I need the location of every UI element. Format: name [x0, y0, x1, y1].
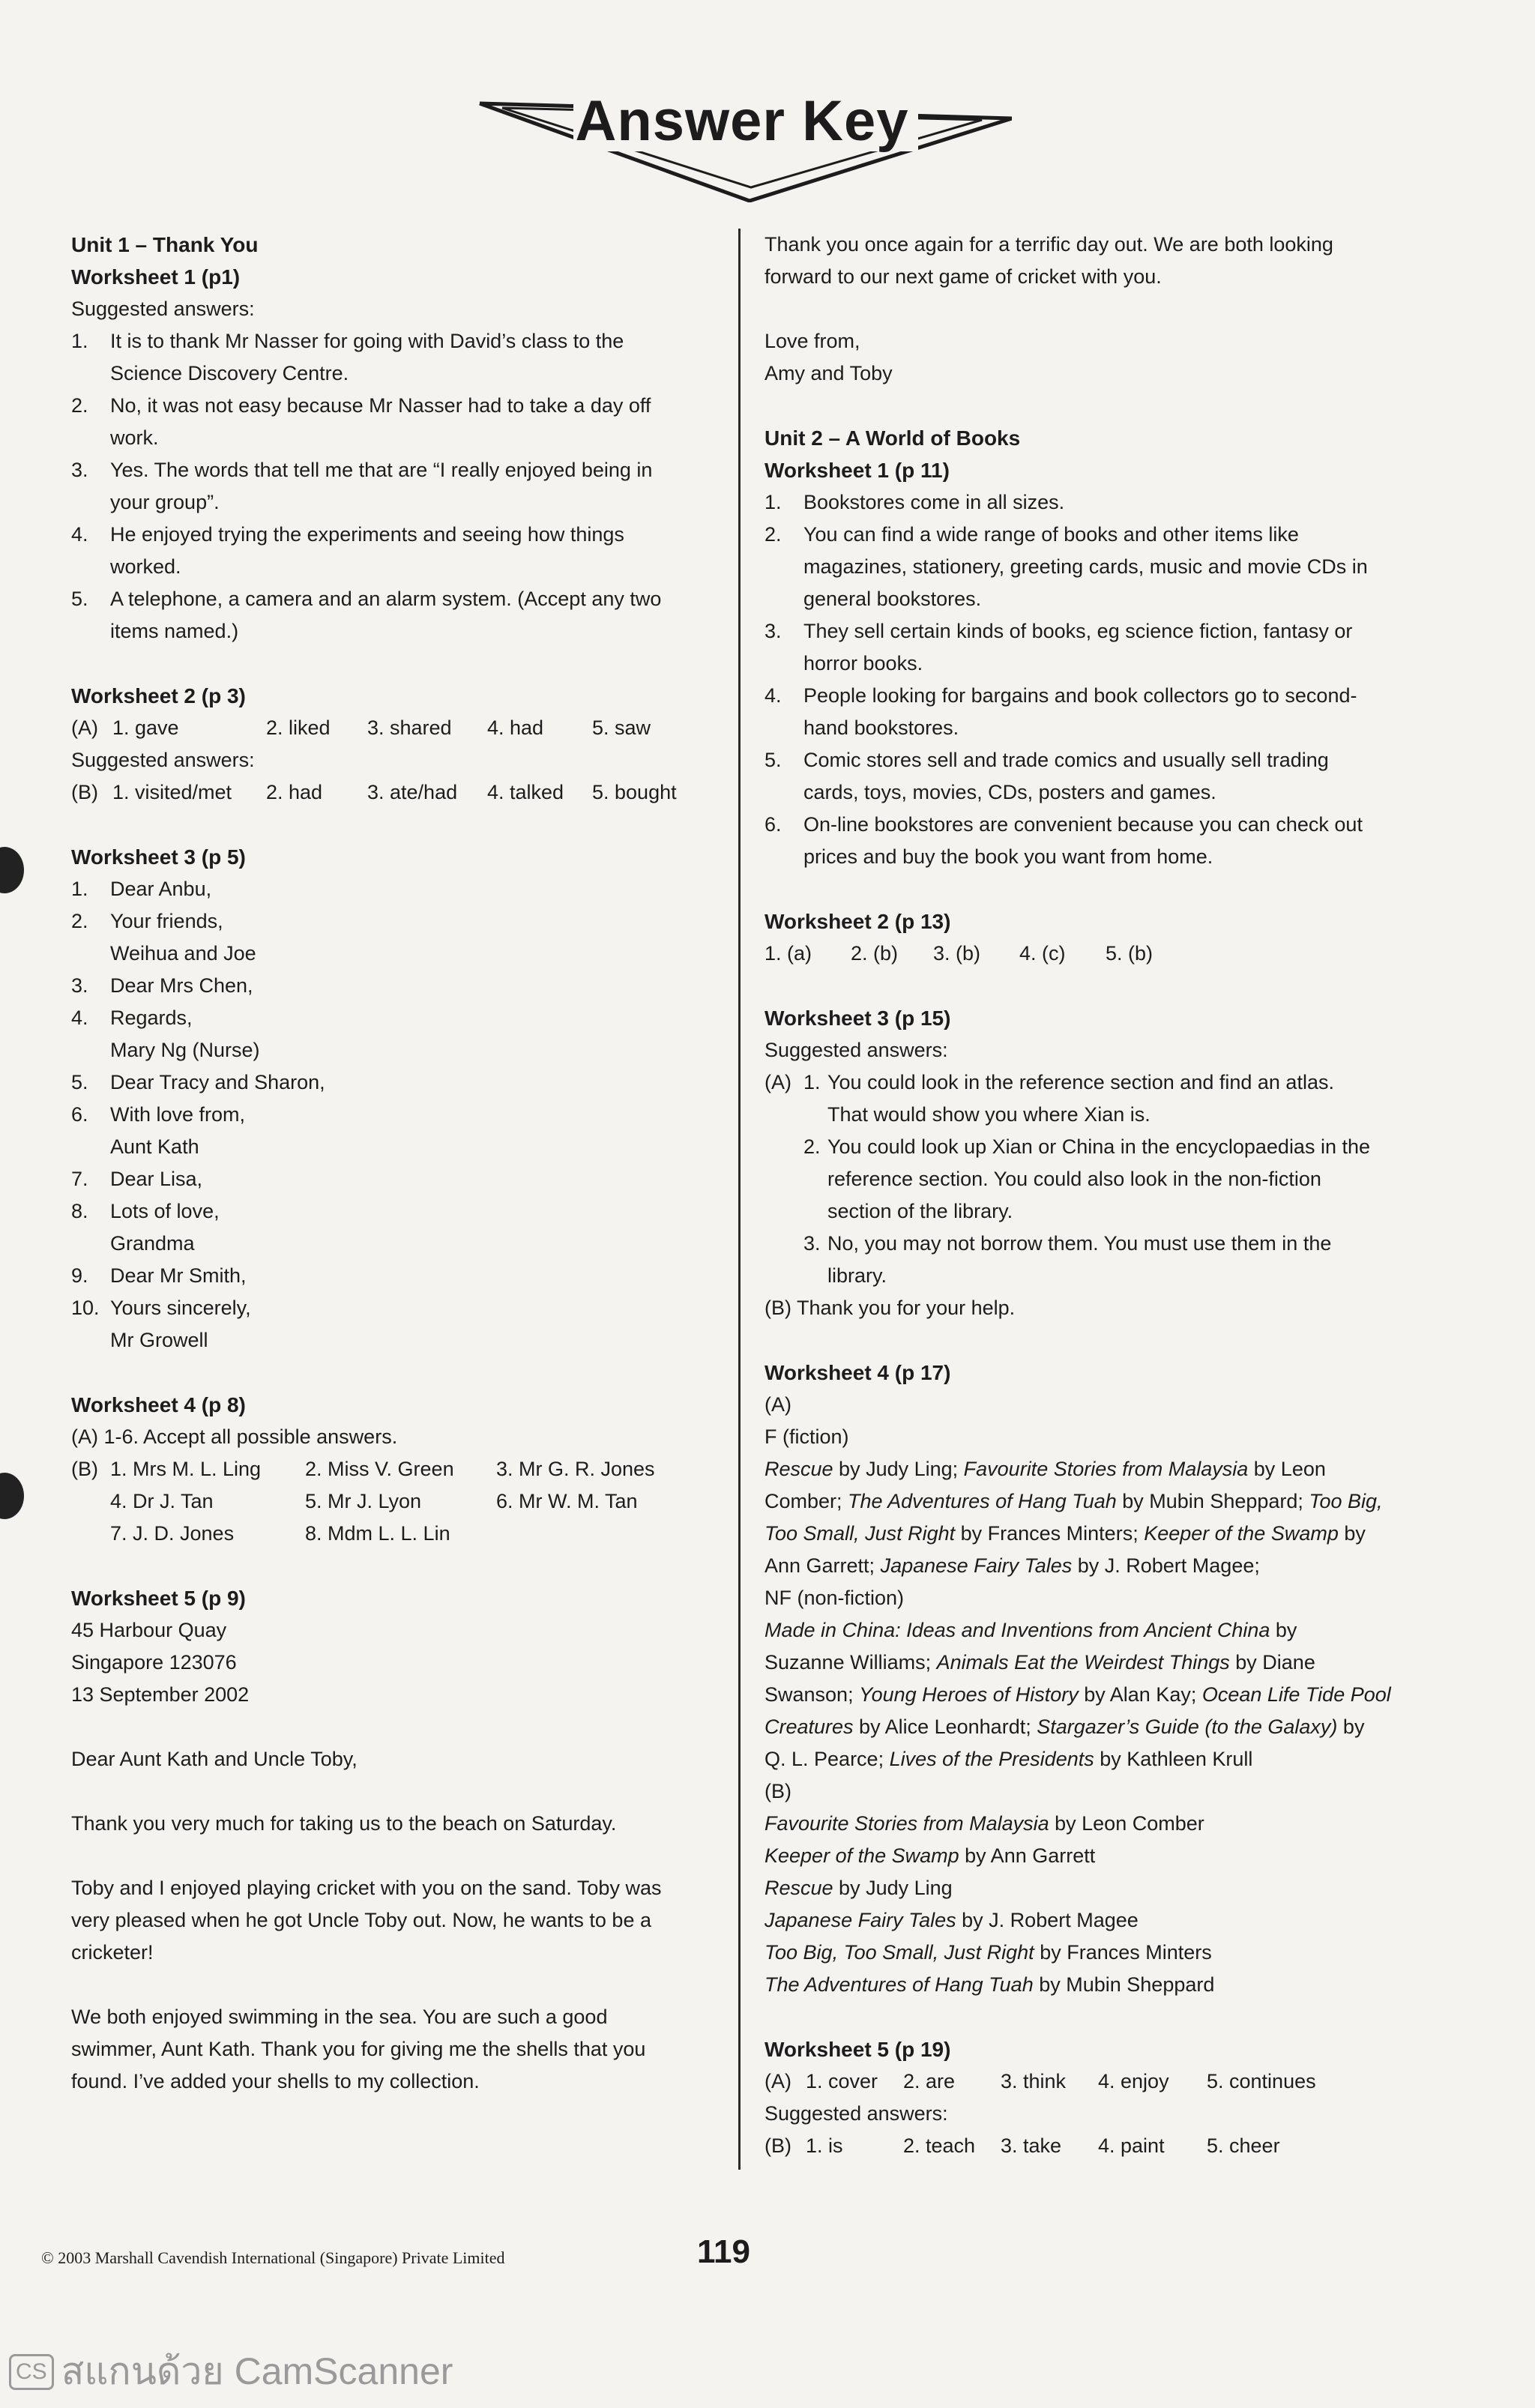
answer-cell: 5. (b) [1106, 942, 1153, 965]
book-title: Animals Eat the Weirdest Things [936, 1651, 1230, 1674]
list-item [71, 1163, 708, 1195]
item-line: Regards, [110, 1007, 193, 1029]
letter-line: found. I’ve added your shells to my collection. [71, 2070, 480, 2092]
answer-row [71, 1518, 708, 1550]
list-item [765, 744, 1417, 809]
book-title: Young Heroes of History [859, 1683, 1079, 1706]
item-line: On-line bookstores are convenient because you can check out [803, 813, 1363, 836]
item-text [110, 1292, 708, 1357]
letter-signature: Amy and Toby [765, 362, 893, 384]
letter-line: We both enjoyed swimming in the sea. You are such a good [71, 2006, 608, 2028]
answer-cell: 1. Mrs M. L. Ling [110, 1458, 262, 1480]
unit-title: Unit 2 – A World of Books [765, 426, 1021, 450]
book-author: by Judy Ling; [833, 1458, 964, 1480]
item-number: 3. [71, 974, 88, 997]
item-line: Aunt Kath [110, 1135, 199, 1158]
item-line: Yes. The words that tell me that are “I really enjoyed being in [110, 459, 653, 481]
book-title: The Adventures of Hang Tuah [765, 1973, 1034, 1996]
book-title: Too Big, [1309, 1490, 1383, 1512]
item-text [110, 1163, 708, 1195]
section-label: (A) [765, 1071, 791, 1093]
list-item [71, 583, 708, 648]
item-number: 5. [71, 1071, 88, 1093]
letter-line: cricketer! [71, 1941, 154, 1964]
item-text [803, 486, 1417, 519]
list-item [71, 1066, 708, 1099]
list-item [71, 1002, 708, 1066]
book-title: The Adventures of Hang Tuah [848, 1490, 1117, 1512]
answer-cell: 5. continues [1207, 2070, 1316, 2092]
worksheet-heading: Worksheet 1 (p1) [71, 265, 241, 289]
answer-cell: 4. (c) [1019, 942, 1066, 965]
camscanner-logo-icon: CS [9, 2354, 54, 2390]
item-number: 3. [803, 1232, 821, 1255]
item-line: Science Discovery Centre. [110, 362, 349, 384]
answer-cell: 1. visited/met [112, 781, 232, 803]
list-item [71, 1292, 708, 1357]
book-line [765, 1679, 1417, 1711]
letter-greeting: Dear Aunt Kath and Uncle Toby, [71, 1748, 358, 1770]
item-line: Weihua and Joe [110, 942, 256, 965]
answer-cell: 3. take [1001, 2134, 1062, 2157]
category-label: NF (non-fiction) [765, 1587, 905, 1609]
item-line: Dear Anbu, [110, 878, 212, 900]
answer-line: (A) 1-6. Accept all possible answers. [71, 1425, 398, 1448]
section-label: (A) [765, 1393, 791, 1416]
scanner-text: สแกนด้วย CamScanner [61, 2350, 453, 2392]
book-author: Comber; [765, 1490, 848, 1512]
answer-cell: 2. liked [266, 716, 331, 739]
item-line: magazines, stationery, greeting cards, music and movie CDs in [803, 555, 1368, 578]
list-item [71, 1099, 708, 1163]
letter-line: very pleased when he got Uncle Toby out. Now, he wants to be a [71, 1909, 651, 1931]
book-author: by Judy Ling [833, 1877, 953, 1899]
item-number: 3. [71, 459, 88, 481]
book-author: by Ann Garrett [959, 1844, 1096, 1867]
worksheet-heading: Worksheet 4 (p 17) [765, 1361, 951, 1384]
answer-grid [71, 1453, 708, 1550]
list-item [765, 519, 1417, 615]
worksheet-heading: Worksheet 2 (p 13) [765, 910, 951, 933]
item-number: 5. [765, 749, 782, 771]
list-item [71, 1260, 708, 1292]
item-text [110, 454, 708, 519]
item-number: 7. [71, 1168, 88, 1190]
list-item [71, 454, 708, 519]
book-line [765, 1969, 1417, 2001]
book-author: by [1337, 1716, 1365, 1738]
item-text [110, 1066, 708, 1099]
book-line [765, 1840, 1417, 1872]
letter-line: Toby and I enjoyed playing cricket with you on the sand. Toby was [71, 1877, 662, 1899]
section-label [71, 1485, 110, 1518]
item-text [803, 519, 1417, 615]
book-author: by Frances Minters [1034, 1941, 1212, 1964]
item-line: You can find a wide range of books and other items like [803, 523, 1299, 546]
answer-cell: 6. Mr W. M. Tan [496, 1490, 638, 1512]
answer-cell: 3. (b) [933, 942, 981, 965]
answer-cell: 1. cover [806, 2070, 878, 2092]
right-column [765, 229, 1417, 2162]
item-line: People looking for bargains and book collectors go to second- [803, 684, 1357, 707]
answer-row [71, 1485, 708, 1518]
item-line: items named.) [110, 620, 239, 642]
book-title: Creatures [765, 1716, 854, 1738]
book-line [765, 1518, 1417, 1550]
book-title: Rescue [765, 1877, 833, 1899]
suggested-answers-label: Suggested answers: [71, 298, 255, 320]
book-title: Lives of the Presidents [889, 1748, 1094, 1770]
answer-cell: 1. gave [112, 716, 179, 739]
book-title: Keeper of the Swamp [765, 1844, 959, 1867]
answer-cell: 5. saw [592, 716, 651, 739]
item-number: 1. [71, 878, 88, 900]
item-line: Mr Growell [110, 1329, 208, 1351]
address-line: Singapore 123076 [71, 1651, 237, 1674]
item-line: You could look in the reference section and find an atlas. [827, 1071, 1334, 1093]
book-title: Keeper of the Swamp [1144, 1522, 1339, 1545]
list-item [765, 615, 1417, 680]
answer-row [765, 2130, 1417, 2162]
answer-cell: 2. (b) [851, 942, 899, 965]
item-line: Grandma [110, 1232, 195, 1255]
item-line: reference section. You could also look in the non-fiction [827, 1168, 1321, 1190]
item-text [110, 390, 708, 454]
letter-line: Thank you very much for taking us to the beach on Saturday. [71, 1812, 617, 1835]
item-line: No, it was not easy because Mr Nasser had to take a day off [110, 394, 651, 417]
book-author: by [1338, 1522, 1366, 1545]
answer-cell: 5. Mr J. Lyon [305, 1490, 422, 1512]
item-number: 10. [71, 1297, 100, 1319]
book-list [765, 1453, 1417, 1582]
item-text [110, 1260, 708, 1292]
item-line: general bookstores. [803, 588, 982, 610]
item-text [110, 1002, 708, 1066]
answer-cell: 1. is [806, 2134, 843, 2157]
book-title: Ocean Life Tide Pool [1201, 1683, 1391, 1706]
answer-cell: 5. bought [592, 781, 677, 803]
item-number: 4. [765, 684, 782, 707]
book-title: Japanese Fairy Tales [880, 1554, 1073, 1577]
worksheet-heading: Worksheet 5 (p 9) [71, 1587, 246, 1610]
book-author: by Alan Kay; [1078, 1683, 1202, 1706]
answer-list [71, 873, 708, 1357]
item-line: Dear Lisa, [110, 1168, 203, 1190]
item-number: 2. [71, 910, 88, 932]
item-number: 8. [71, 1200, 88, 1222]
item-line: work. [110, 426, 159, 449]
item-line: Mary Ng (Nurse) [110, 1039, 260, 1061]
book-line [765, 1808, 1417, 1840]
worksheet-heading: Worksheet 1 (p 11) [765, 459, 950, 482]
copyright-footer: © 2003 Marshall Cavendish International (Singapore) Private Limited [41, 2248, 505, 2267]
section-label: (B) [71, 1458, 98, 1480]
book-author: by Kathleen Krull [1094, 1748, 1253, 1770]
book-title: Too Small, Just Right [765, 1522, 956, 1545]
book-author: by Leon Comber [1049, 1812, 1204, 1835]
item-number: 4. [71, 1007, 88, 1029]
list-item [765, 1066, 1417, 1292]
answer-cell: 3. ate/had [367, 781, 458, 803]
item-text [110, 325, 708, 390]
page-number: 119 [697, 2233, 750, 2270]
item-line: prices and buy the book you want from home. [803, 845, 1213, 868]
item-text [803, 744, 1417, 809]
book-title: Japanese Fairy Tales [765, 1909, 956, 1931]
item-line: your group”. [110, 491, 220, 513]
answer-cell: 2. Miss V. Green [305, 1458, 454, 1480]
answer-cell: 2. teach [903, 2134, 976, 2157]
book-title: Made in China: Ideas and Inventions from Ancient China [765, 1619, 1270, 1641]
book-author: by Diane [1229, 1651, 1315, 1674]
book-title: Rescue [765, 1458, 833, 1480]
book-line [765, 1711, 1417, 1743]
item-text [803, 680, 1417, 744]
book-line [765, 1453, 1417, 1485]
list-item [765, 486, 1417, 519]
answer-cell: 4. Dr J. Tan [110, 1490, 214, 1512]
list-item [71, 873, 708, 905]
book-author: Swanson; [765, 1683, 860, 1706]
punch-hole [0, 1473, 24, 1519]
answer-cell: (B) [71, 781, 98, 803]
item-text [110, 905, 708, 970]
item-number: 3. [765, 620, 782, 642]
item-text [110, 583, 708, 648]
item-text [110, 1099, 708, 1163]
list-item [765, 809, 1417, 873]
item-line: Comic stores sell and trade comics and usually sell trading [803, 749, 1329, 771]
list-item [71, 1195, 708, 1260]
book-line [765, 1904, 1417, 1937]
answer-cell: (B) [765, 2134, 791, 2157]
item-text [827, 1131, 1417, 1228]
answer-cell: 5. cheer [1207, 2134, 1280, 2157]
address-line: 45 Harbour Quay [71, 1619, 227, 1641]
book-title: Too Big, Too Small, Just Right [765, 1941, 1034, 1964]
answer-cell: 2. had [266, 781, 323, 803]
item-line: Bookstores come in all sizes. [803, 491, 1065, 513]
item-text [110, 1195, 708, 1260]
list-item [71, 390, 708, 454]
book-line [765, 1872, 1417, 1904]
item-text [827, 1228, 1417, 1292]
item-line: Your friends, [110, 910, 223, 932]
book-line [765, 1937, 1417, 1969]
scanner-watermark [9, 2342, 453, 2401]
worksheet-heading: Worksheet 3 (p 5) [71, 845, 246, 869]
title-banner [472, 82, 1012, 202]
letter-closing: Love from, [765, 330, 860, 352]
answer-cell: (A) [71, 716, 98, 739]
item-line: You could look up Xian or China in the encyclopaedias in the [827, 1135, 1371, 1158]
book-line [765, 1550, 1417, 1582]
book-list [765, 1614, 1417, 1775]
book-author: by J. Robert Magee [956, 1909, 1139, 1931]
book-title: Favourite Stories from Malaysia [765, 1812, 1049, 1835]
book-author: by Mubin Sheppard; [1116, 1490, 1309, 1512]
item-number: 1. [803, 1071, 821, 1093]
answer-cell: 4. had [487, 716, 544, 739]
answer-line: (B) Thank you for your help. [765, 1297, 1016, 1319]
answer-row [71, 776, 708, 809]
answer-cell: 7. J. D. Jones [110, 1522, 235, 1545]
section-label: (B) [765, 1780, 791, 1802]
item-line: section of the library. [827, 1200, 1013, 1222]
page-title: Answer Key [575, 89, 909, 153]
item-line: cards, toys, movies, CDs, posters and games. [803, 781, 1216, 803]
book-line [765, 1614, 1417, 1647]
item-number: 2. [765, 523, 782, 546]
left-column [71, 229, 708, 2098]
answer-list [765, 486, 1417, 873]
item-text [827, 1066, 1417, 1131]
book-line [765, 1743, 1417, 1775]
worksheet-heading: Worksheet 5 (p 19) [765, 2038, 951, 2061]
book-author: by [1270, 1619, 1297, 1641]
answer-cell: 1. (a) [765, 942, 812, 965]
answer-row [71, 712, 708, 744]
item-line: hand bookstores. [803, 716, 959, 739]
item-number: 1. [71, 330, 88, 352]
answer-row [765, 2065, 1417, 2098]
item-line: That would show you where Xian is. [827, 1103, 1151, 1126]
item-number: 2. [71, 394, 88, 417]
letter-line: Thank you once again for a terrific day out. We are both looking [765, 233, 1333, 256]
unit-title: Unit 1 – Thank You [71, 233, 259, 256]
list-item [765, 680, 1417, 744]
book-list [765, 1808, 1417, 2001]
item-line: It is to thank Mr Nasser for going with David’s class to the [110, 330, 624, 352]
item-text [803, 1066, 1417, 1292]
column-divider [738, 229, 741, 2170]
answer-cell: 3. shared [367, 716, 452, 739]
list-item [71, 519, 708, 583]
book-title: Stargazer’s Guide (to the Galaxy) [1037, 1716, 1338, 1738]
category-label: F (fiction) [765, 1425, 849, 1448]
item-text [110, 519, 708, 583]
list-item [803, 1228, 1417, 1292]
item-line: Lots of love, [110, 1200, 220, 1222]
suggested-answers-label: Suggested answers: [765, 2102, 948, 2125]
list-item [803, 1131, 1417, 1228]
item-line: A telephone, a camera and an alarm system. (Accept any two [110, 588, 662, 610]
book-author: by J. Robert Magee; [1072, 1554, 1260, 1577]
book-author: by Frances Minters; [955, 1522, 1145, 1545]
item-line: No, you may not borrow them. You must use them in the [827, 1232, 1332, 1255]
suggested-answers-label: Suggested answers: [765, 1039, 948, 1061]
item-line: Dear Tracy and Sharon, [110, 1071, 325, 1093]
item-number: 1. [765, 491, 782, 513]
book-author: by Leon [1248, 1458, 1326, 1480]
book-author: Ann Garrett; [765, 1554, 881, 1577]
punch-hole [0, 847, 24, 893]
answer-row [71, 1453, 708, 1485]
answer-row [765, 938, 1417, 970]
answer-cell: 8. Mdm L. L. Lin [305, 1522, 450, 1545]
answer-cell [496, 1518, 684, 1550]
suggested-answers-label: Suggested answers: [71, 749, 255, 771]
worksheet-heading: Worksheet 3 (p 15) [765, 1007, 951, 1030]
item-line: He enjoyed trying the experiments and seeing how things [110, 523, 624, 546]
item-line: library. [827, 1264, 887, 1287]
answer-list [765, 1066, 1417, 1292]
item-text [110, 970, 708, 1002]
item-number: 6. [765, 813, 782, 836]
item-number: 5. [71, 588, 88, 610]
list-item [71, 970, 708, 1002]
item-text [803, 809, 1417, 873]
answer-cell: 3. Mr G. R. Jones [496, 1458, 655, 1480]
book-author: by Mubin Sheppard [1033, 1973, 1215, 1996]
book-author: Q. L. Pearce; [765, 1748, 890, 1770]
book-author: Suzanne Williams; [765, 1651, 937, 1674]
letter-line: swimmer, Aunt Kath. Thank you for giving me the shells that you [71, 2038, 646, 2060]
item-text [110, 873, 708, 905]
item-number: 4. [71, 523, 88, 546]
item-number: 6. [71, 1103, 88, 1126]
item-line: Dear Mrs Chen, [110, 974, 253, 997]
answer-cell: 2. are [903, 2070, 956, 2092]
worksheet-heading: Worksheet 4 (p 8) [71, 1393, 246, 1416]
answer-cell: 3. think [1001, 2070, 1067, 2092]
answer-cell: 4. enjoy [1098, 2070, 1169, 2092]
book-author: by Alice Leonhardt; [853, 1716, 1037, 1738]
letter-date: 13 September 2002 [71, 1683, 250, 1706]
item-line: Yours sincerely, [110, 1297, 251, 1319]
book-line [765, 1485, 1417, 1518]
letter-line: forward to our next game of cricket with you. [765, 265, 1162, 288]
answer-cell: 4. talked [487, 781, 564, 803]
answer-cell: 4. paint [1098, 2134, 1165, 2157]
list-item [71, 325, 708, 390]
list-item [803, 1066, 1417, 1131]
item-number: 9. [71, 1264, 88, 1287]
item-line: Dear Mr Smith, [110, 1264, 247, 1287]
item-line: worked. [110, 555, 181, 578]
item-number: 2. [803, 1135, 821, 1158]
list-item [71, 905, 708, 970]
worksheet-heading: Worksheet 2 (p 3) [71, 684, 246, 707]
item-line: With love from, [110, 1103, 246, 1126]
book-line [765, 1647, 1417, 1679]
section-label [71, 1518, 110, 1550]
book-title: Favourite Stories from Malaysia [963, 1458, 1249, 1480]
answer-cell: (A) [765, 2070, 791, 2092]
item-line: They sell certain kinds of books, eg science fiction, fantasy or [803, 620, 1353, 642]
item-line: horror books. [803, 652, 923, 675]
answer-list [71, 325, 708, 648]
item-text [803, 615, 1417, 680]
